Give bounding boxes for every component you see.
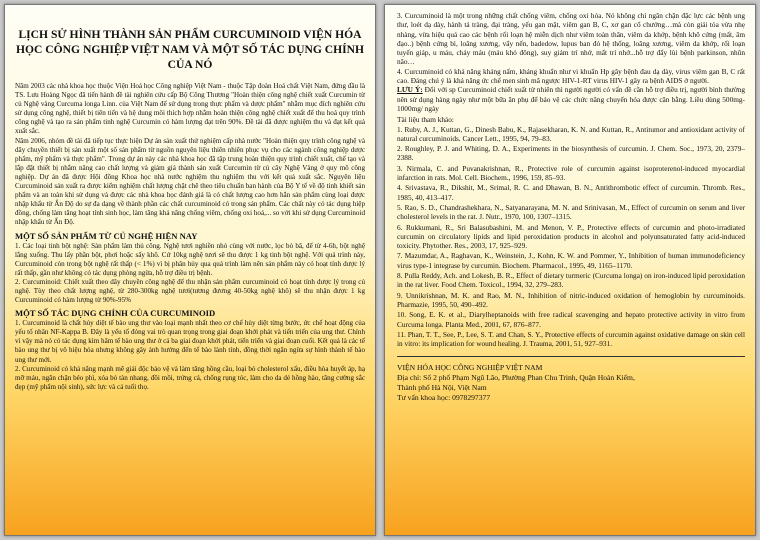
reference-item: 3. Nirmala, C. and Puvanakrishnan, R., Protective role of curcumin against isoproterenol-induced myocardial infarction in rats. Mol. Cell. Biochem., 1996, 159, 85–93. [397, 163, 745, 183]
product-item-1: 1. Các loại tinh bột nghệ: Sản phẩm làm thủ công. Nghệ tươi nghiền nhỏ cùng với nước, lọc bỏ bã, để từ 4-6h, bột nghệ lắng xuống. Thu lấy phần bột, phơi hoặc sấy khô. Cứ 10kg nghệ tươi sẽ thu được 1 kg tinh bột nghệ. Với quá trình này, Curcuminoid còn trong bột nghệ rất thấp (< 1%) vì bị phân hủy qua quá trình làm nên sản phẩm này có hoạt tính dược lý rất thấp, gần như không có tác dụng phòng ngừa, hỗ trợ điều trị bệnh. [15, 241, 365, 277]
section-heading-effects: MỘT SỐ TÁC DỤNG CHÍNH CỦA CURCUMINOID [15, 308, 216, 319]
contact-org: VIỆN HÓA HỌC CÔNG NGHIỆP VIỆT NAM [397, 363, 543, 373]
reference-item: 8. Pulla Reddy, Ach. and Lokesh, B. R., Effect of dietary turmeric (Curcuma longa) on iron-induced lipid peroxidation in the rat liver. Food Chem. Toxicol., 1994, 32, 279–283. [397, 271, 745, 290]
reference-item: 10. Song, E. K. et al., Diarylheptanoids with free radical scavenging and hepato protective activity in vitro from Curcuma longa. Planta Med., 2001, 67, 876–877. [397, 310, 745, 329]
references-title: Tài liệu tham khảo: [397, 115, 454, 125]
contact-address-2: Thành phố Hà Nội, Việt Nam [397, 382, 487, 392]
reference-item: 11. Phan, T. T., See, P., Lee, S. T. and Chan, S. Y., Protective effects of curcumin against oxidative damage on skin cell in vitro: its implication for wound healing. J. Trauma, 2001, 51, 927–931. [397, 329, 745, 349]
reference-item: 1. Ruby, A. J., Kuttan, G., Dinesh Babu, K., Rajasekharan, K. N. and Kuttan, R., Antitumor and antioxidant activity of natural curcuminoids. Cancer Lett., 1995, 94, 79–83. [397, 124, 745, 143]
document-title: LỊCH SỬ HÌNH THÀNH SẢN PHẨM CURCUMINOID VIỆN HÓA HỌC CÔNG NGHIỆP VIỆT NAM VÀ MỘT SỐ TÁC DỤNG CHÍNH CỦA NÓ [15, 28, 365, 71]
contact-block [397, 363, 745, 402]
section-heading-products: MỘT SỐ SẢN PHẨM TỪ CỦ NGHỆ HIỆN NAY [15, 230, 198, 241]
effect-item-3: 3. Curcuminoid là một trong những chất chống viêm, chống oxi hóa. Nó không chỉ ngăn chặn đặc lực các bệnh ung thư, loét dạ dày, hành tá tràng, đại tràng, yếu gan mật, viêm gan B, C, xơ gan cổ chướng…mà còn giải tỏa vừa nhẹ nhàng, vừa hiệu quả cao các bệnh rối loạn hệ miễn dịch như viêm toàn thân, viêm da khớp, bệnh khô cứng (mất, âm đạo..) bệnh cứng bì, loãng xương, vẩy nến, badedow, lupus ban đỏ hệ thống, loãng xương, viêm da khớp, rối loạn tuyến giáp, u máu, chảy máu (máu khó đông), suy giảm trí nhớ, mất trí nhớ...hỗ trợ đẩy lùi bệnh parkinson, nhũn não… [397, 11, 745, 67]
effect-item-1: 1. Curcuminoid là chất hủy diệt tế bào ung thư vào loại mạnh nhất theo cơ chế hủy diệt từng bước, ức chế hoạt động của yếu tố nhân NF-Kappa B. Đây là yếu tố đóng vai trò quan trọng trong giai đoạn khởi phát và tiến triển của ung thư. Chính vì vậy mà nó có tác dụng kìm hãm tế bào ung thư ở cả ba giai đoạn khởi phát, tiến triển và giai đoạn cuối. Kết quả là các tế bào ung thư bị vô hiệu hóa nhưng không gây ảnh hưởng đến tế bào lành tính, đồng thời ngăn ngừa sự hình thành tế bào ung thư mới. [15, 319, 365, 364]
divider [397, 356, 745, 357]
reference-item: 7. Mazumdar, A., Raghavan, K., Weinstein, J., Kohn, K. W. and Pommer, Y., Inhibition of human immunodeficiency virus type-1 integrase by curcumin. Biochem. Pharmacol., 1995, 49, 1165–1170. [397, 251, 745, 270]
right-page [384, 4, 756, 536]
reference-item: 5. Rao, S. D., Chandrashekhara, N., Satyanarayana, M. N. and Srinivasan, M., Effect of curcumin on serum and liver cholesterol levels in the rat. J. Nutr., 1970, 100, 1307–1315. [397, 202, 745, 222]
note-text: Đối với sp Curcuminoid chiết xuất từ nhiên thì người người có vấn đề cần hỗ trợ điều trị, người bình thường nên sử dụng hàng ngày như một bữa ăn phụ để bảo vệ các chức năng chuyển hóa được cân bằng. Liều dùng 500mg-1000mg/ ngày [397, 85, 746, 113]
effect-item-4: 4. Curcuminoid có khả năng kháng nấm, kháng khuẩn như vi khuẩn Hp gây bệnh đau dạ dày, virus viêm gan B, C rất cao. Đáng chú ý là khả năng ức chế men sinh mã ngược HIV-1-RT virus HIV-1 gây ra bệnh AIDS ở người. [397, 66, 745, 86]
intro-paragraph-2: Năm 2006, nhóm đề tài đã tiếp tục thực hiện Dự án sản xuất thử nghiệm cấp nhà nước "Hoàn thiện quy trình công nghệ và dây chuyền thiết bị sản xuất một số sản phẩm từ nguồn nguyên liệu thiên nhiên phục vụ cho các ngành công nghiệp dược phẩm, mỹ phẩm và thực phẩm". Trong dự án này các nhà khoa học đã tập trung hoàn thiện quy trình chiết xuất, chế tạo và lắp đặt thiết bị nhằm nâng cao chất lượng và giảm giá thành sản xuất Curcumin từ củ cây Nghệ Vàng ở quy mô công nghiệp. Dự án đã được Hội đồng Khoa học nhà nước nghiệm thu nghiệm thu với kết quả xuất sắc. Nguyên liệu Curcuminoid sản xuất ra được kiểm nghiệm chất lượng chặt chẽ theo tiêu chuẩn ban hành của Bộ Y tế về độ tinh khiết sản phẩm và an toàn khi sử dụng và được các nhà khoa học đánh giá là có chất lượng cao hơn hẳn sản phẩm cùng loại được nhập khẩu từ Ấn Độ do sự đa dạng về thành phần các chất curcuminoid có trong sản phẩm. Các chất này có tác dụng hiệp đồng, chống làm tăng hoạt tính sinh học, làm tăng khả năng chống viêm, chống oxi hoá,... so với khi sử dụng Curcuminoid nhập khẩu từ Ấn Độ. [15, 136, 365, 227]
left-page [4, 4, 376, 536]
reference-item: 2. Roughley, P. J. and Whiting, D. A., Experiments in the biosynthesis of curcumin. J. Chem. Soc., 1973, 20, 2379–2388. [397, 144, 745, 163]
note-paragraph [397, 85, 745, 113]
contact-phone: Tư vấn khoa học: 0978297377 [397, 392, 491, 402]
contact-address-1: Địa chỉ: Số 2 phố Phạm Ngũ Lão, Phường Phan Chu Trinh, Quận Hoàn Kiếm, [397, 373, 635, 383]
reference-item: 6. Rukkumani, R., Sri Balasubashini, M. and Menon, V. P., Protective effects of curcumin and photo-irradiated curcumin on circulatory lipids and lipid peroxidation products in alcohol and polyunsaturated fatty acid-induced toxicity. Phytother. Res., 2003, 17, 925–929. [397, 222, 745, 251]
effect-item-2: 2. Curcuminoid có khả năng mạnh mẽ giải độc bảo vệ và làm tăng hồng cầu, loại bỏ cholesterol xấu, điều hòa huyết áp, hạ mỡ máu, ngăn chặn béo phì, xóa bỏ tàn nhang, đồi mồi, trứng cá, chống rụng tóc, làm cho da dẻ hồng hào, tăng cường sắc đẹp (mỹ phẩm nội sinh), sức lực và cả tuổi thọ. [15, 364, 365, 391]
reference-item: 4. Srivastava, R., Dikshit, M., Srimal, R. C. and Dhawan, B. N., Antithrombotic effect of curcumin. Thromb. Res., 1985, 40, 413–417. [397, 183, 745, 202]
intro-paragraph-1: Năm 2003 các nhà khoa học thuộc Viện Hoá học Công nghiệp Việt Nam - thuộc Tập đoàn Hoá chất Việt Nam, đứng đầu là TS. Lưu Hoàng Ngọc đã tiến hành đề tài nghiên cứu cấp Bộ Công Thương "Hoàn thiện công nghệ chiết xuất Curcumin từ củ Nghệ vàng Curcuma longa Linn. của Việt Nam để sử dụng trong thực phẩm và dược phẩm" nhằm mục đích nghiên cứu sử dụng công nghệ, thiết bị tiên tiến và hệ dung môi thích hợp nhằm hoàn thiện công nghệ chiết xuất để thu hoá quy trình công nghệ và tạo ra sản phẩm tinh nghệ Curcumin có hàm lượng đạt trên 90%. Đề tài đã được nghiệm thu và đạt kết quả xuất sắc. [15, 82, 365, 136]
reference-item: 9. Unnikrishnan, M. K. and Rao, M. N., Inhibition of nitric-induced oxidation of hemoglobin by curcuminoids. Pharmazie, 1995, 50, 490–492. [397, 290, 745, 309]
note-label: LƯU Ý: [397, 85, 423, 95]
product-item-2: 2. Curcuminoid: Chiết xuất theo dây chuyền công nghệ để thu nhận sản phẩm curcuminoid có hoạt tính dược lý trong củ nghệ. Tùy theo chất lượng nghệ, từ 280-300kg nghệ tươi(tương đương 40-50kg nghệ khô) sẽ thu nhận được 1 kg Curcuminoid có hàm lượng từ 90%-95% [15, 277, 365, 305]
